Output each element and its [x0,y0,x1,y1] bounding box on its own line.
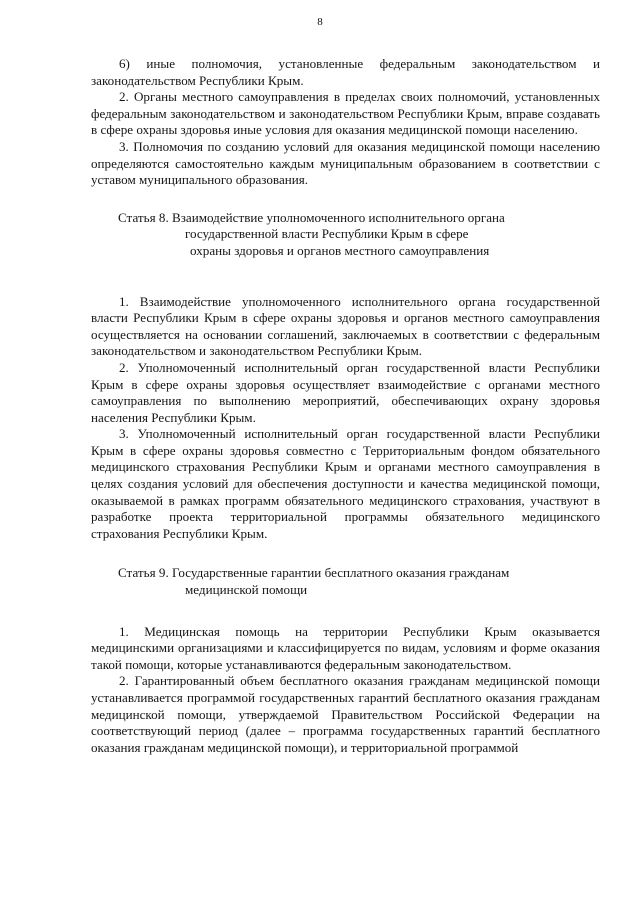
paragraph: 1. Медицинская помощь на территории Республики Крым оказывается медицинскими организациями и классифицируется по видам, условиям и форме оказания такой помощи, которые устанавливаются федеральным законодательством. [91,623,600,672]
article-heading-line: охраны здоровья и органов местного самоуправления [190,242,490,258]
article-8-body [91,294,600,543]
article-9-heading [91,565,600,598]
paragraph: 1. Взаимодействие уполномоченного исполнительного органа государственной власти Республики Крым в сфере охраны здоровья и органов местного самоуправления осуществляется на основании соглашений, заключаемых в соответствии с федеральным законодательством и законодательством Республики Крым. [91,293,600,359]
page-number: 8 [317,16,323,28]
article-8-heading [91,210,600,260]
article-heading-line: государственной власти Республики Крым в сфере [185,226,469,242]
article-heading-line: Статья 8. Взаимодействие уполномоченного исполнительного органа [118,209,505,225]
paragraph: 2. Уполномоченный исполнительный орган государственной власти Республики Крым в сфере охраны здоровья осуществляет взаимодействие с органами местного самоуправления по выполнению мероприятий, обеспечивающих охрану здоровья населения Республики Крым. [91,359,600,425]
article-9-body [91,624,600,757]
section-top [91,56,600,189]
paragraph: 2. Гарантированный объем бесплатного оказания гражданам медицинской помощи устанавливается программой государственных гарантий бесплатного оказания гражданам медицинской помощи, утверждаемой Правительством Российской Федерации на соответствующий период (далее – программа государственных гарантий бесплатного оказания гражданам медицинской помощи), и территориальной программой [91,673,600,755]
paragraph: 6) иные полномочия, установленные федеральным законодательством и законодательством Республики Крым. [91,56,600,88]
paragraph: 3. Уполномоченный исполнительный орган государственной власти Республики Крым в сфере охраны здоровья совместно с Территориальным фондом обязательного медицинского страхования Республики Крым и органами местного самоуправления в целях создания условий для обеспечения доступности и качества медицинской помощи, оказываемой в рамках программ обязательного медицинского страхования, участвуют в разработке проекта территориальной программы обязательного медицинского страхования Республики Крым. [91,426,600,541]
paragraph: 3. Полномочия по созданию условий для оказания медицинской помощи населению определяются самостоятельно каждым муниципальным образованием в соответствии с уставом муниципального образования. [91,138,600,188]
article-heading-line: Статья 9. Государственные гарантии бесплатного оказания гражданам [118,565,510,581]
paragraph: 2. Органы местного самоуправления в пределах своих полномочий, установленных федеральным законодательством и законодательством Республики Крым, вправе создавать в сфере охраны здоровья иные условия для оказания медицинской помощи населению. [91,89,600,138]
document-body [91,0,600,756]
article-heading-line: медицинской помощи [185,582,308,598]
